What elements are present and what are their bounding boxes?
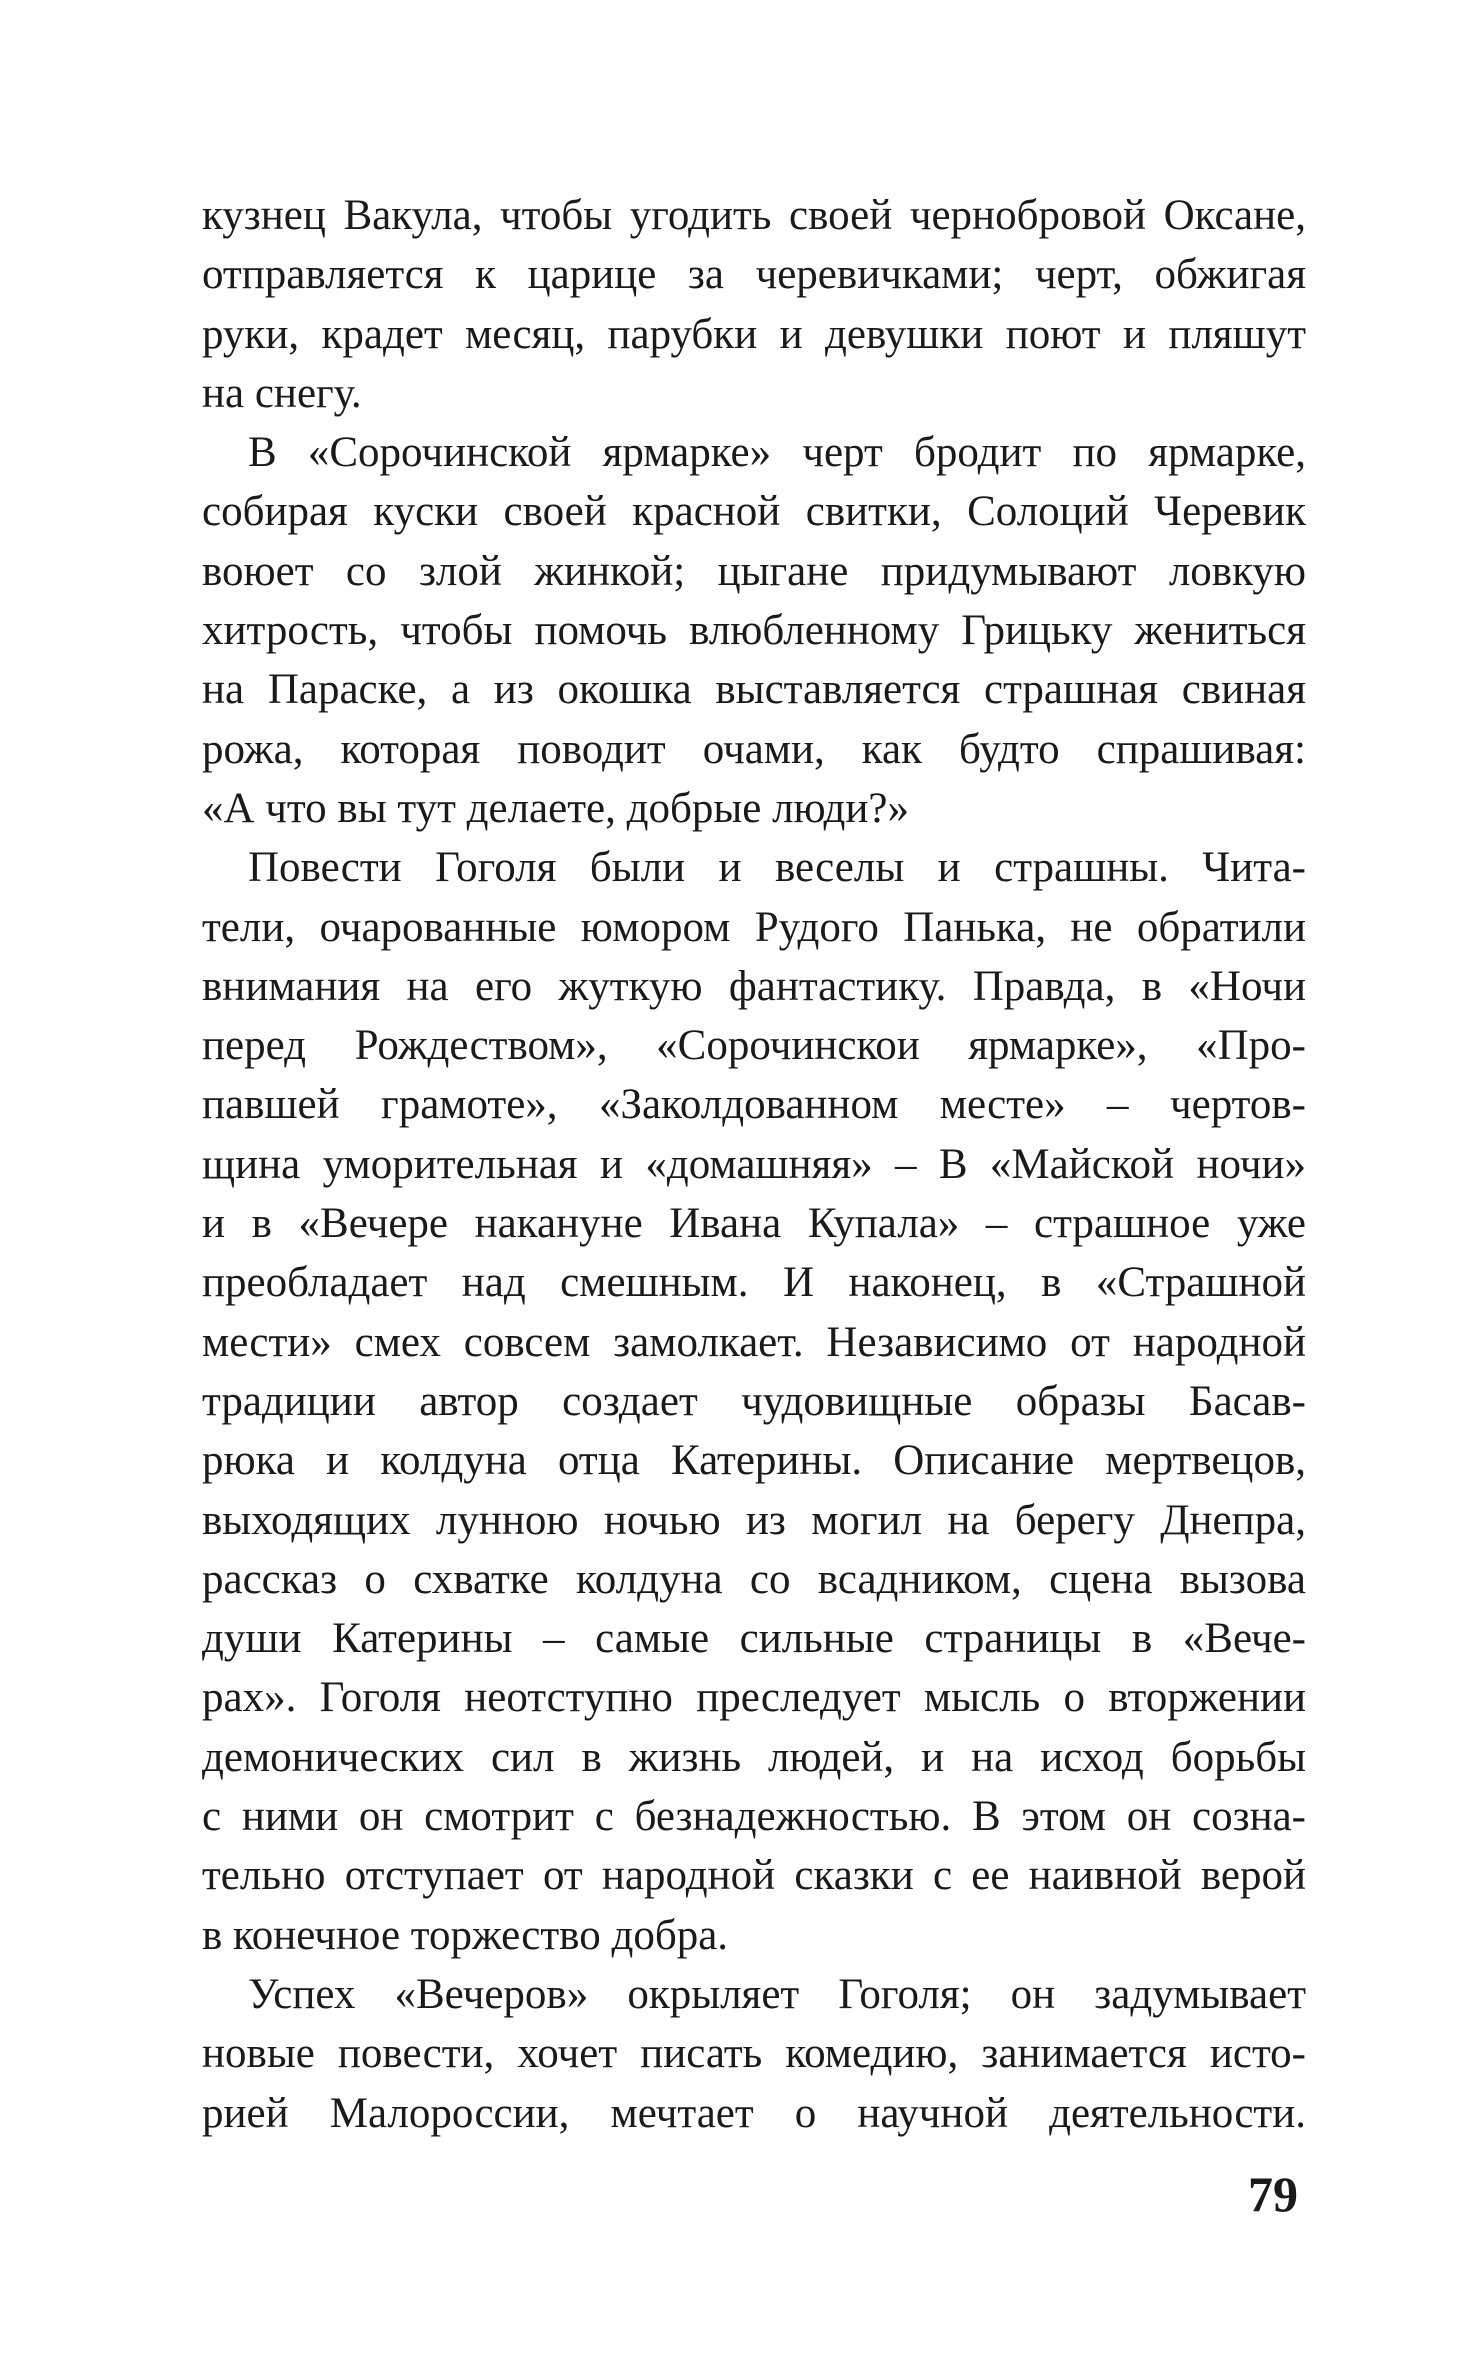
text-line: демонических сил в жизнь людей, и на исход борьбы bbox=[202, 1733, 1306, 1781]
text-line: преобладает над смешным. И наконец, в «Страшной bbox=[202, 1259, 1306, 1307]
page-number: 79 bbox=[1248, 2166, 1298, 2222]
text-line: Успех «Вечеров» окрыляет Гоголя; он задумывает bbox=[248, 1970, 1306, 2018]
text-line: мести» смех совсем замолкает. Независимо от народной bbox=[202, 1318, 1306, 1366]
text-line: собирая куски своей красной свитки, Солоций Черевик bbox=[202, 488, 1306, 536]
text-line: и в «Вечере накануне Ивана Купала» – страшное уже bbox=[202, 1200, 1306, 1248]
text-line: В «Сорочинской ярмарке» черт бродит по ярмарке, bbox=[248, 429, 1306, 477]
body-text bbox=[202, 186, 1306, 2143]
text-line: Повести Гоголя были и веселы и страшны. Чита- bbox=[248, 844, 1306, 892]
text-line: кузнец Вакула, чтобы угодить своей чернобровой Оксане, bbox=[202, 192, 1306, 239]
text-line: на Параске, а из окошка выставляется страшная свиная bbox=[202, 666, 1306, 714]
text-line: на снегу. bbox=[202, 369, 362, 417]
text-line: щина уморительная и «домашняя» – В «Майской ночи» bbox=[202, 1140, 1306, 1188]
text-line: души Катерины – самые сильные страницы в «Вече- bbox=[202, 1615, 1306, 1663]
text-line: рах». Гоголя неотступно преследует мысль о вторжении bbox=[202, 1674, 1306, 1722]
text-line: тели, очарованные юмором Рудого Панька, не обратили bbox=[202, 903, 1306, 951]
text-line: в конечное торжество добра. bbox=[202, 1911, 729, 1959]
text-line: руки, крадет месяц, парубки и девушки поют и пляшут bbox=[202, 310, 1306, 358]
text-line: внимания на его жуткую фантастику. Правда, в «Ночи bbox=[202, 962, 1306, 1010]
text-line: рией Малороссии, мечтает о научной деятельности. bbox=[202, 2089, 1306, 2137]
text-line: с ними он смотрит с безнадежностью. В этом он созна- bbox=[202, 1793, 1306, 1841]
text-line: выходящих лунною ночью из могил на берегу Днепра, bbox=[202, 1496, 1306, 1544]
text-line: традиции автор создает чудовищные образы Басав- bbox=[202, 1377, 1306, 1425]
text-line: перед Рождеством», «Сорочинскои ярмарке», «Про- bbox=[202, 1022, 1306, 1070]
text-line: хитрость, чтобы помочь влюбленному Грицьку жениться bbox=[202, 607, 1306, 655]
text-line: рассказ о схватке колдуна со всадником, сцена вызова bbox=[202, 1555, 1306, 1603]
text-line: новые повести, хочет писать комедию, занимается исто- bbox=[202, 2030, 1306, 2078]
text-line: рюка и колдуна отца Катерины. Описание мертвецов, bbox=[202, 1437, 1306, 1485]
text-line: тельно отступает от народной сказки с ее наивной верой bbox=[202, 1852, 1306, 1900]
text-line: рожа, которая поводит очами, как будто спрашивая: bbox=[202, 725, 1306, 773]
text-line: воюет со злой жинкой; цыгане придумывают ловкую bbox=[202, 547, 1306, 595]
text-line: павшей грамоте», «Заколдованном месте» – чертов- bbox=[202, 1081, 1306, 1129]
text-line: отправляется к царице за черевичками; черт, обжигая bbox=[202, 251, 1306, 299]
text-line: «А что вы тут делаете, добрые люди?» bbox=[202, 784, 909, 832]
